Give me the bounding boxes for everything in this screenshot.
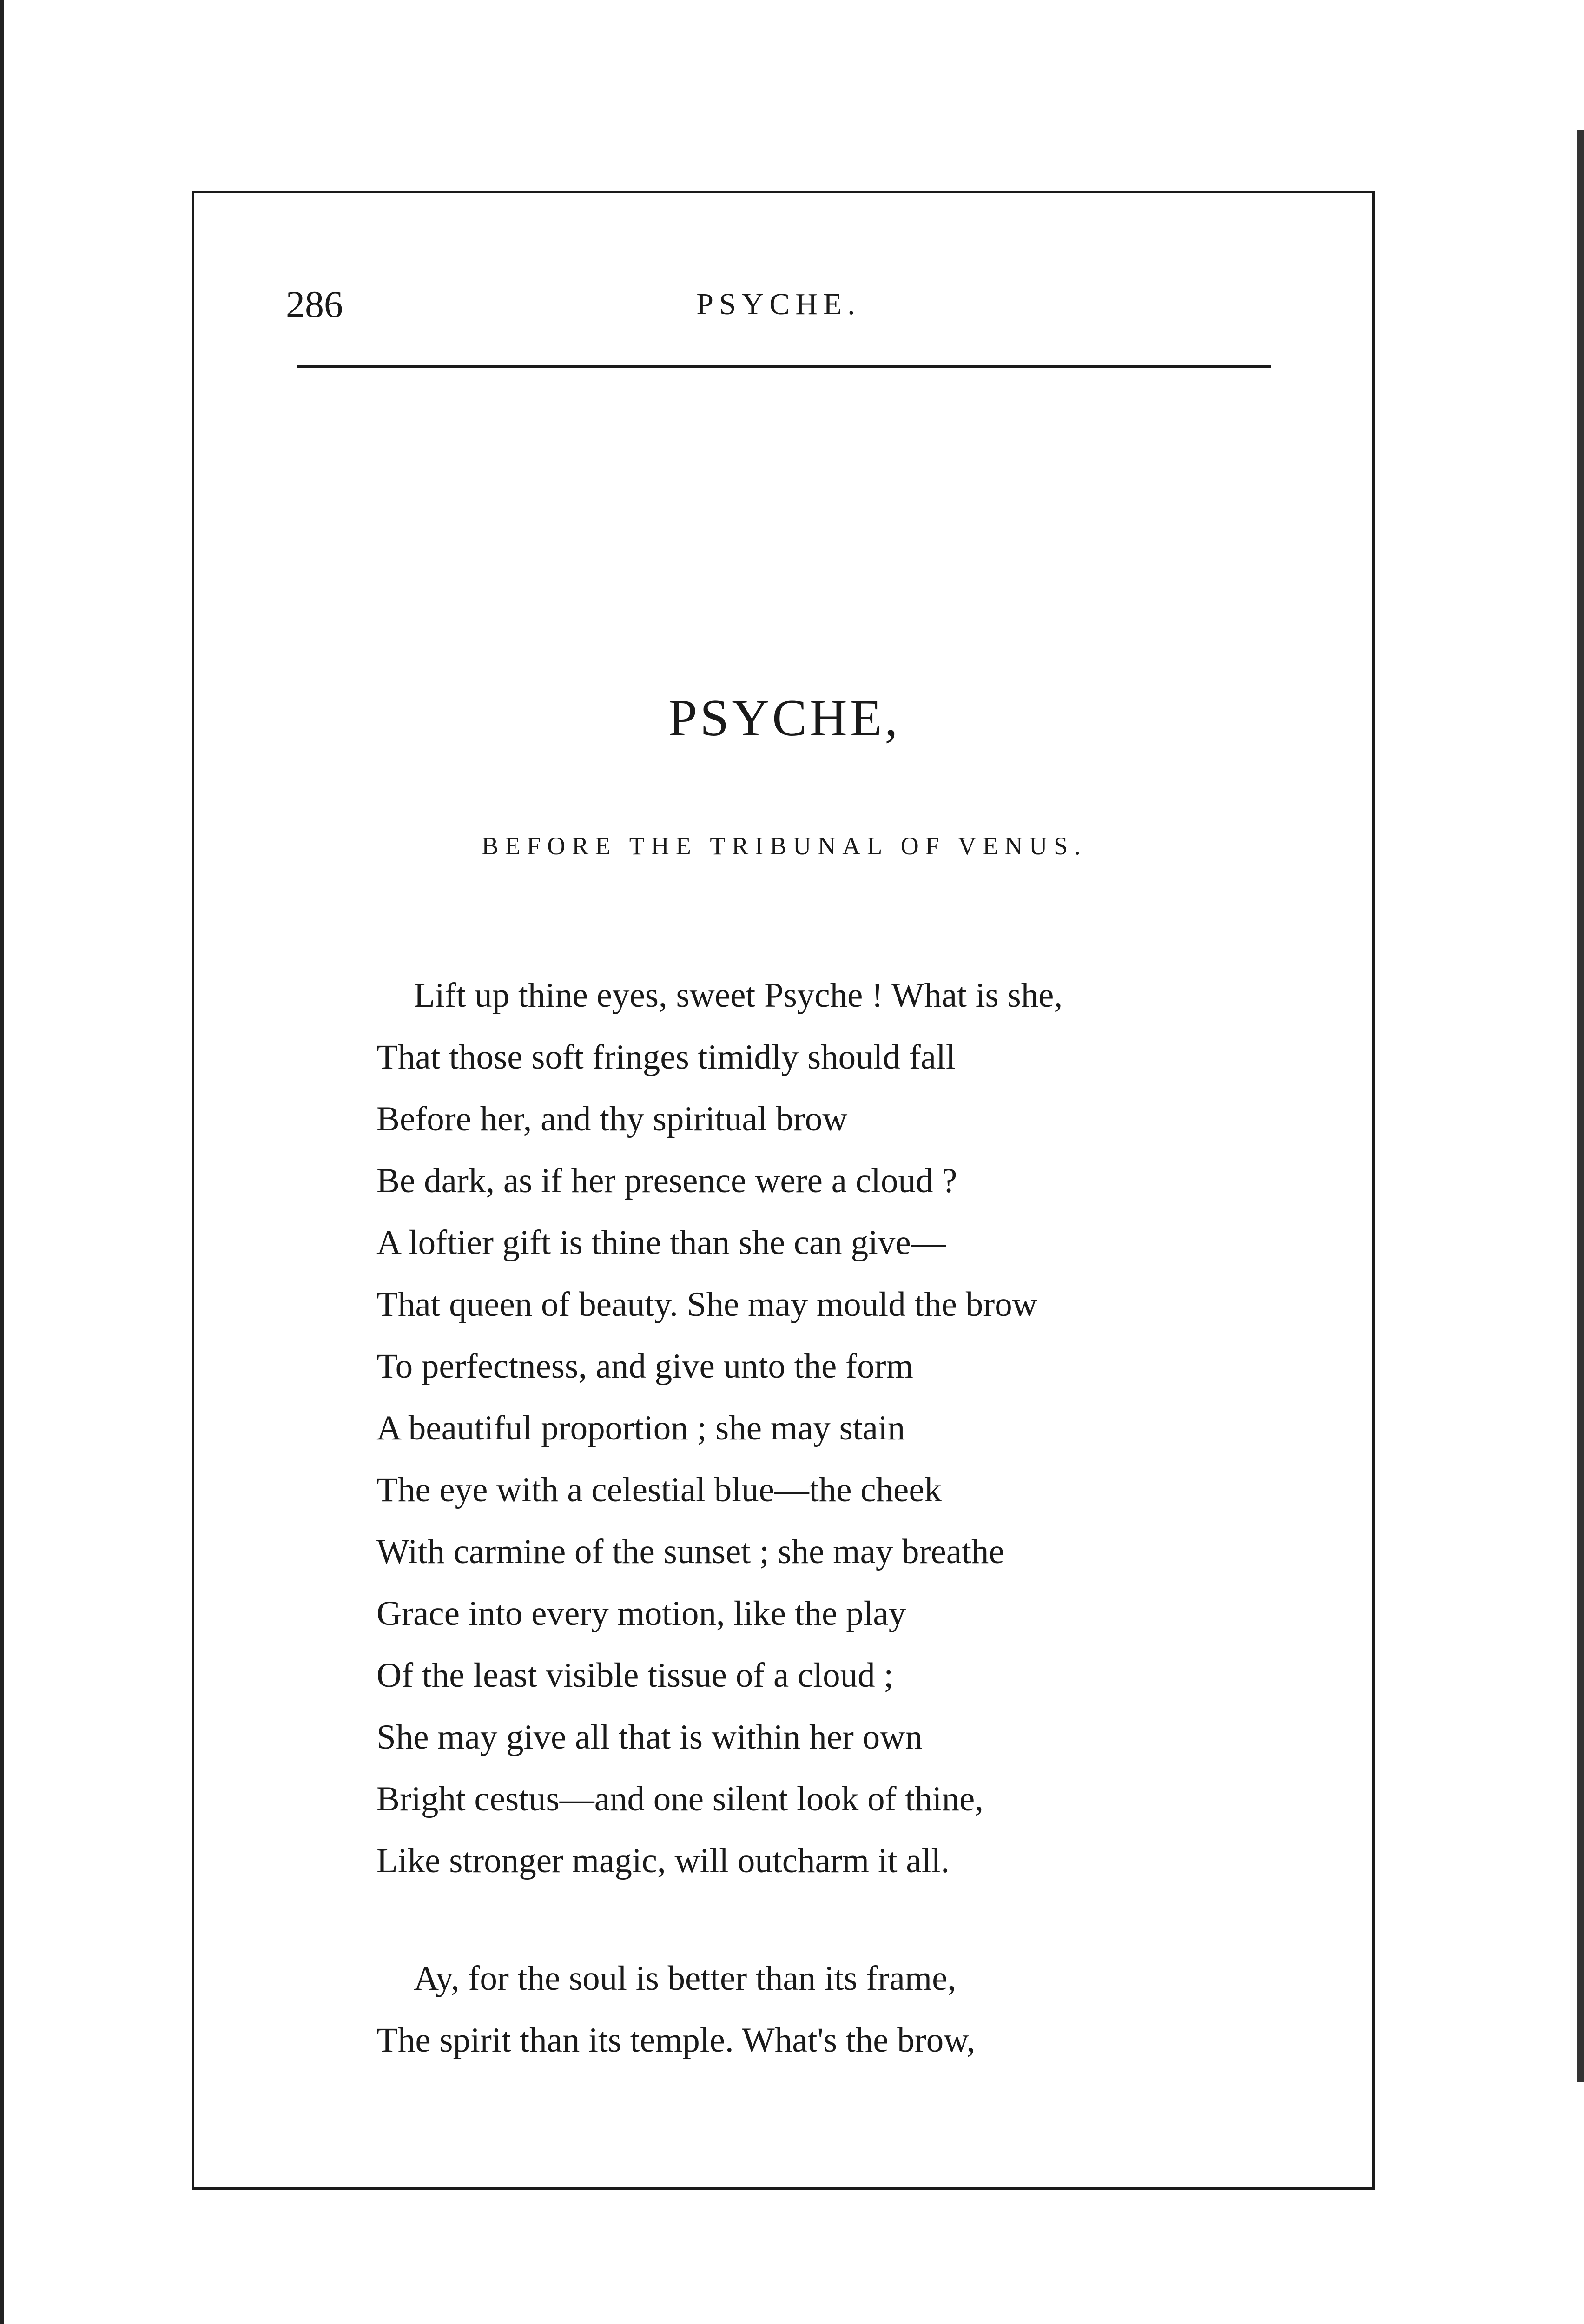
running-head: PSYCHE.	[696, 287, 861, 321]
stanza-2	[376, 1948, 1260, 2071]
poem-line: Bright cestus—and one silent look of thine,	[376, 1780, 984, 1818]
poem-line: The spirit than its temple. What's the brow,	[376, 2021, 976, 2060]
poem-line: Ay, for the soul is better than its frame,	[414, 1959, 957, 1998]
poem-line: The eye with a celestial blue—the cheek	[376, 1471, 942, 1509]
poem-line: Be dark, as if her presence were a cloud ?	[376, 1162, 957, 1200]
poem-line: She may give all that is within her own	[376, 1718, 923, 1756]
poem-line: That queen of beauty. She may mould the brow	[376, 1285, 1037, 1324]
poem-line: With carmine of the sunset ; she may breathe	[376, 1532, 1004, 1571]
poem-line: Of the least visible tissue of a cloud ;	[376, 1656, 894, 1695]
poem-title: PSYCHE,	[668, 689, 901, 747]
poem-subtitle: BEFORE THE TRIBUNAL OF VENUS.	[482, 832, 1087, 860]
poem-line: A loftier gift is thine than she can give—	[376, 1223, 946, 1262]
header-rule	[297, 365, 1271, 368]
poem-line: To perfectness, and give unto the form	[376, 1347, 913, 1386]
page-number: 286	[286, 283, 343, 325]
poem-line: A beautiful proportion ; she may stain	[376, 1409, 905, 1447]
page-header	[286, 274, 1271, 335]
poem-line: Grace into every motion, like the play	[376, 1594, 906, 1633]
page-right-edge	[1577, 130, 1584, 2082]
poem-line: Before her, and thy spiritual brow	[376, 1100, 848, 1138]
poem-line: Lift up thine eyes, sweet Psyche ! What is she,	[414, 976, 1063, 1015]
stanza-1	[376, 964, 1260, 1892]
poem-line: That those soft fringes timidly should fall	[376, 1038, 956, 1076]
page-left-edge	[0, 0, 4, 2324]
poem-line: Like stronger magic, will outcharm it all.	[376, 1842, 950, 1880]
